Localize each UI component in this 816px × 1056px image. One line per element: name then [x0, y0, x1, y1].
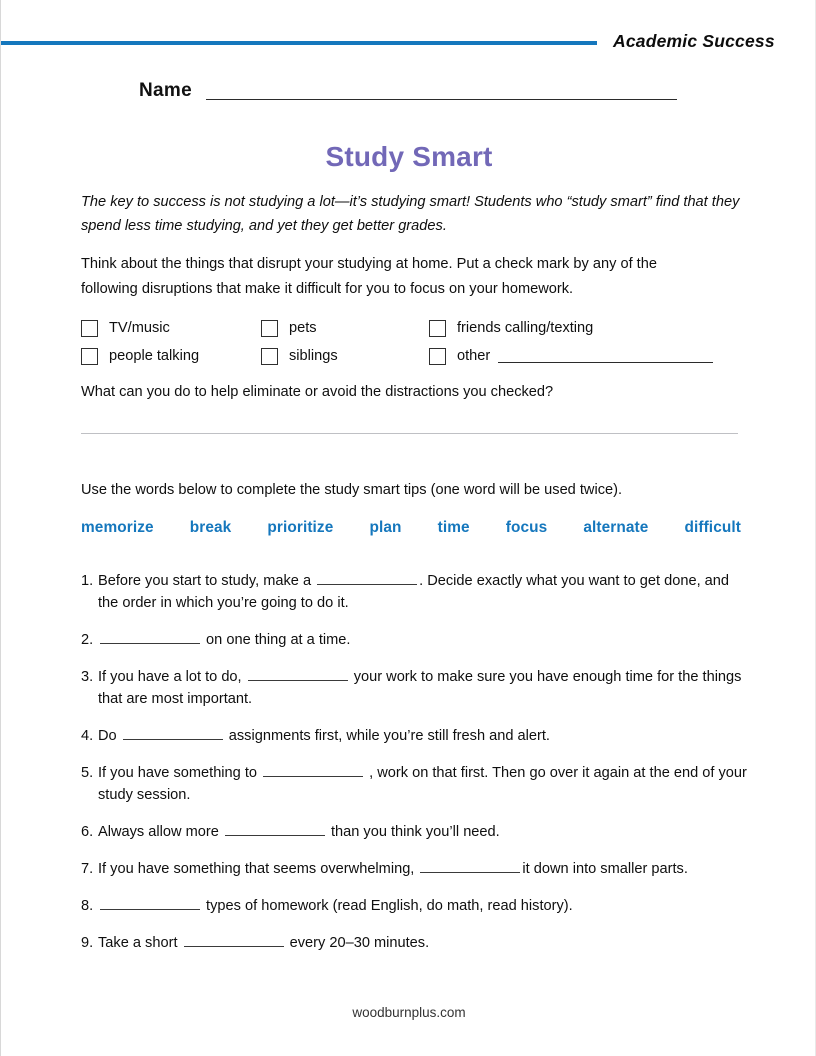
- wordbank-word-focus[interactable]: focus: [505, 519, 548, 536]
- header-accent-rule: [1, 41, 597, 45]
- study-tip-number: 9.: [81, 935, 94, 951]
- study-tip-text: types of homework (read English, do math, read history).: [98, 895, 747, 917]
- study-tip-text: on one thing at a time.: [98, 629, 747, 651]
- name-field[interactable]: [139, 80, 679, 104]
- study-tip-text: Take a short every 20–30 minutes.: [98, 935, 430, 951]
- fill-in-blank[interactable]: [225, 823, 325, 836]
- study-tip-number: 7.: [81, 861, 94, 877]
- checkbox-item-siblings[interactable]: [261, 342, 338, 370]
- checkbox-item-people-talking[interactable]: [81, 342, 199, 370]
- reflection-question: What can you do to help eliminate or avoid the distractions you checked?: [81, 384, 554, 400]
- header-title: Academic Success: [613, 31, 775, 51]
- wordbank-word-prioritize[interactable]: prioritize: [267, 519, 334, 536]
- study-tip-number: 4.: [81, 728, 94, 744]
- footer-text: woodburnplus.com: [352, 1005, 466, 1020]
- study-tip-text: If you have a lot to do, your work to make sure you have enough time for the things that are most important.: [98, 669, 742, 707]
- fill-in-blank[interactable]: [263, 764, 363, 777]
- fill-in-blank[interactable]: [184, 934, 284, 947]
- fill-in-blank[interactable]: [420, 860, 520, 873]
- study-tip-number: 1.: [81, 573, 94, 589]
- study-tip-number: 8.: [81, 898, 94, 914]
- wordbank-word-memorize[interactable]: memorize: [81, 519, 154, 536]
- wordbank-word-plan[interactable]: plan: [369, 519, 402, 536]
- checkbox-label: pets: [289, 320, 317, 336]
- study-tip-item: [81, 932, 747, 954]
- checkbox-icon[interactable]: [81, 348, 98, 365]
- fill-in-blank[interactable]: [123, 727, 223, 740]
- fill-in-blank[interactable]: [317, 572, 417, 585]
- fill-in-blank[interactable]: [248, 668, 348, 681]
- checkbox-item-friends-calling-texting[interactable]: [429, 314, 593, 342]
- study-tip-item: [81, 725, 747, 747]
- checkbox-item-other[interactable]: [429, 342, 713, 370]
- name-label: Name: [139, 80, 192, 101]
- checkbox-icon[interactable]: [261, 348, 278, 365]
- wordbank: [81, 519, 741, 537]
- study-tip-text: Do assignments first, while you’re still fresh and alert.: [98, 728, 550, 744]
- study-tip-item: [81, 629, 747, 651]
- study-tip-text: Always allow more than you think you’ll need.: [98, 824, 500, 840]
- checkbox-label: siblings: [289, 348, 338, 364]
- wordbank-word-alternate[interactable]: alternate: [583, 519, 649, 536]
- intro-paragraph: The key to success is not studying a lot—it’s studying smart! Students who “study smart” find that they spend less time studying, and yet they get better grades.: [81, 194, 740, 234]
- study-tip-text: If you have something that seems overwhelming, it down into smaller parts.: [98, 861, 688, 877]
- fill-in-blank[interactable]: [100, 631, 200, 644]
- wordbank-word-time[interactable]: time: [437, 519, 470, 536]
- checkbox-row-2: [81, 342, 741, 370]
- checkbox-icon[interactable]: [81, 320, 98, 337]
- study-tip-item: [81, 821, 747, 843]
- study-tip-item: [81, 762, 747, 806]
- checkbox-icon[interactable]: [429, 320, 446, 337]
- study-tip-number: 2.: [81, 632, 94, 648]
- checkbox-label: TV/music: [109, 320, 170, 336]
- study-tip-item: [81, 666, 747, 710]
- name-input-line[interactable]: [206, 99, 677, 100]
- checkbox-label: other: [457, 348, 491, 364]
- study-tip-item: [81, 570, 747, 614]
- study-tip-number: 6.: [81, 824, 94, 840]
- checkbox-label: people talking: [109, 348, 200, 364]
- instructions-paragraph: Think about the things that disrupt your studying at home. Put a check mark by any of the following disruptions that make it difficult for you to focus on your homework.: [81, 256, 657, 297]
- other-input-line[interactable]: [498, 349, 713, 363]
- fill-in-blank[interactable]: [100, 897, 200, 910]
- checkbox-row-1: [81, 314, 741, 342]
- reflection-answer-line[interactable]: [81, 433, 738, 434]
- checkbox-item-tv-music[interactable]: [81, 314, 170, 342]
- checkbox-icon[interactable]: [429, 348, 446, 365]
- distraction-checkbox-group: [81, 314, 741, 370]
- study-tip-number: 5.: [81, 765, 94, 781]
- study-tip-item: [81, 858, 747, 880]
- checkbox-item-pets[interactable]: [261, 314, 317, 342]
- page-title: Study Smart: [325, 141, 493, 172]
- study-tip-item: [81, 895, 747, 917]
- study-tips-list: [81, 570, 747, 969]
- study-tip-text: If you have something to , work on that first. Then go over it again at the end of your study session.: [98, 765, 747, 803]
- wordbank-word-break[interactable]: break: [189, 519, 232, 536]
- study-tip-text: Before you start to study, make a . Decide exactly what you want to get done, and the order in which you’re going to do it.: [98, 573, 730, 611]
- checkbox-label: friends calling/texting: [457, 320, 594, 336]
- wordbank-instructions: Use the words below to complete the study smart tips (one word will be used twice).: [81, 482, 623, 498]
- study-tip-number: 3.: [81, 669, 94, 685]
- wordbank-word-difficult[interactable]: difficult: [684, 519, 741, 536]
- checkbox-icon[interactable]: [261, 320, 278, 337]
